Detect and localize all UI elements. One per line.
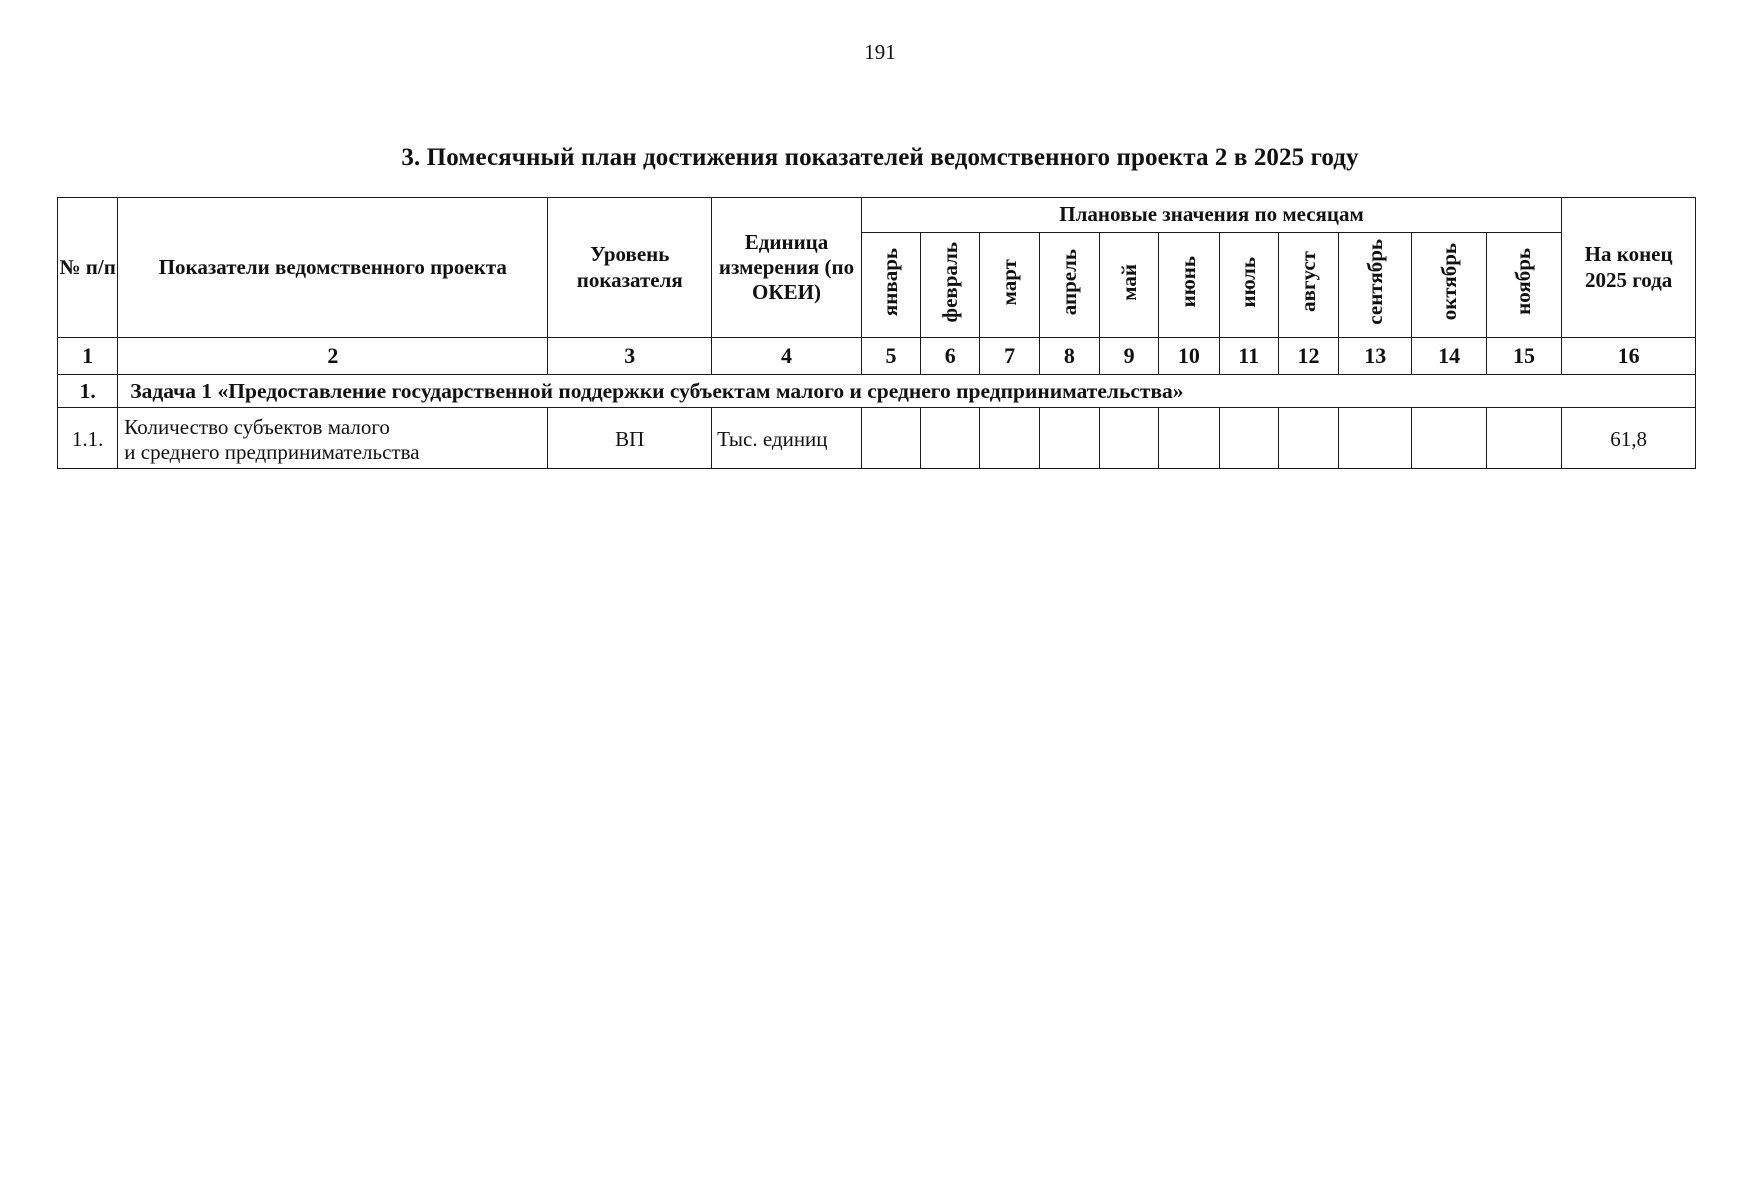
month-value [1339,408,1412,469]
month-label: июнь [1176,256,1201,308]
table-row [58,408,1696,469]
month-label: ноябрь [1511,248,1536,316]
indicator-unit: Тыс. единиц [712,408,862,469]
column-number: 8 [1039,338,1099,375]
month-value [1159,408,1219,469]
task-number: 1. [58,375,118,408]
month-label: октябрь [1436,243,1461,321]
header-level: Уровень показателя [548,198,712,338]
column-number: 15 [1486,338,1561,375]
column-number: 16 [1562,338,1696,375]
indicator-level: ВП [548,408,712,469]
row-number: 1.1. [58,408,118,469]
month-value [1412,408,1486,469]
month-header [921,233,980,338]
column-number: 1 [58,338,118,375]
column-number: 10 [1159,338,1219,375]
month-header [980,233,1039,338]
month-header [1486,233,1561,338]
column-number: 4 [712,338,862,375]
month-value [861,408,920,469]
header-unit: Единица измерения (по ОКЕИ) [712,198,862,338]
column-numbers-row [58,338,1696,375]
month-header [1339,233,1412,338]
month-label: сентябрь [1362,239,1387,325]
column-number: 11 [1219,338,1278,375]
indicator-name-line1: Количество субъектов малого [124,414,390,439]
month-header [1039,233,1099,338]
header-indicator: Показатели ведомственного проекта [118,198,548,338]
indicator-name-line2: и среднего предпринимательства [124,440,420,464]
column-number: 7 [980,338,1039,375]
month-value [980,408,1039,469]
month-header [1219,233,1278,338]
column-number: 2 [118,338,548,375]
month-label: май [1116,263,1141,301]
month-value [1486,408,1561,469]
header-end-of-year: На конец 2025 года [1562,198,1696,338]
month-label: январь [878,247,903,316]
column-number: 13 [1339,338,1412,375]
month-header [1278,233,1338,338]
monthly-plan-table [57,197,1696,469]
month-header [1159,233,1219,338]
month-label: июль [1236,256,1261,308]
column-number: 3 [548,338,712,375]
header-num: № п/п [58,198,118,338]
column-number: 5 [861,338,920,375]
document-title: 3. Помесячный план достижения показателей ведомственного проекта 2 в 2025 году [401,144,1359,171]
month-value [1219,408,1278,469]
month-value [1278,408,1338,469]
month-header [1099,233,1158,338]
task-row [58,375,1696,408]
month-label: февраль [937,241,962,323]
month-label: апрель [1056,248,1081,316]
month-value [921,408,980,469]
indicator-name [118,408,548,469]
page-number: 191 [864,40,896,64]
month-value [1099,408,1158,469]
month-label: март [996,258,1021,306]
column-number: 9 [1099,338,1158,375]
column-number: 14 [1412,338,1486,375]
column-number: 12 [1278,338,1338,375]
task-title: Задача 1 «Предоставление государственной поддержки субъектам малого и среднего предпринимательства» [118,375,1696,408]
month-label: август [1295,251,1320,313]
column-number: 6 [921,338,980,375]
end-of-year-value: 61,8 [1562,408,1696,469]
month-header [861,233,920,338]
month-header [1412,233,1486,338]
month-value [1039,408,1099,469]
header-monthly-group: Плановые значения по месяцам [861,198,1561,233]
header-row [58,198,1696,233]
